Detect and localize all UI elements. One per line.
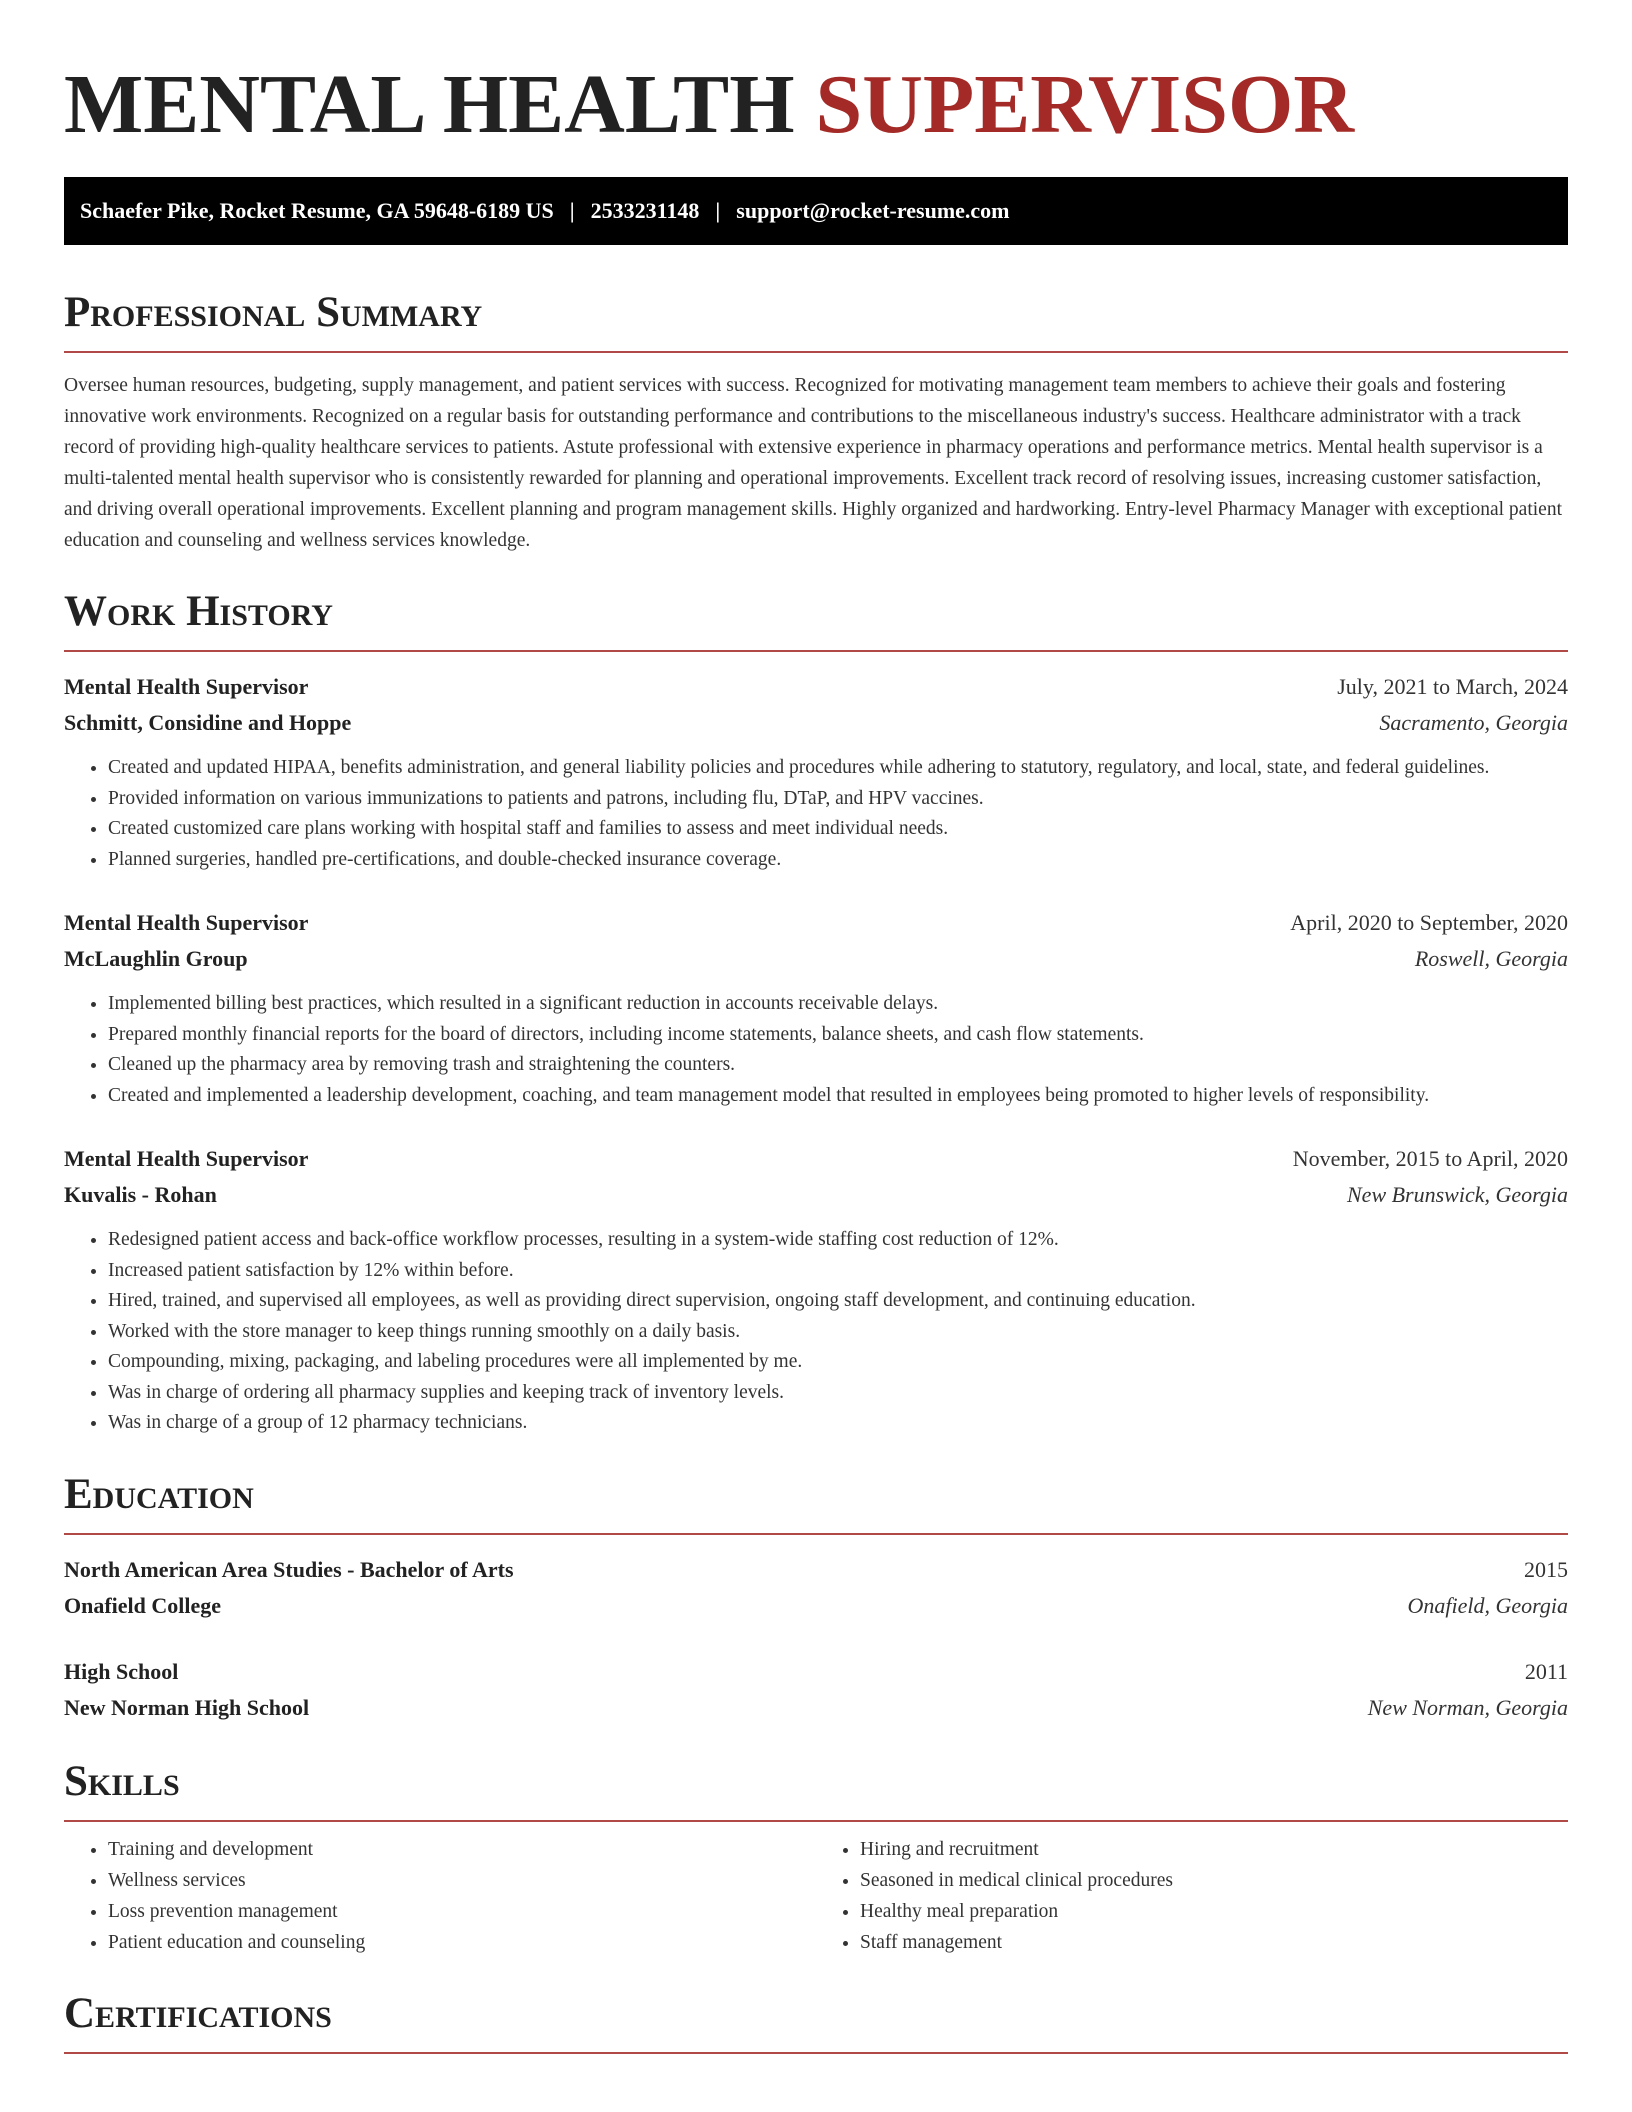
section-divider bbox=[64, 351, 1568, 353]
list-item: • Staff management bbox=[860, 1927, 1568, 1958]
contact-email[interactable]: support@rocket-resume.com bbox=[736, 198, 1010, 223]
education-header bbox=[64, 1552, 1568, 1588]
section-divider bbox=[64, 1533, 1568, 1535]
education-section bbox=[64, 1467, 1568, 1726]
job-bullets bbox=[64, 753, 1568, 875]
job-subheader bbox=[64, 1177, 1568, 1213]
job-entry bbox=[64, 1141, 1568, 1439]
section-divider bbox=[64, 2052, 1568, 2054]
job-location: Sacramento, Georgia bbox=[1379, 710, 1568, 735]
education-subheader bbox=[64, 1690, 1568, 1726]
education-location: New Norman, Georgia bbox=[1367, 1694, 1568, 1720]
job-title: Mental Health Supervisor bbox=[64, 1146, 309, 1171]
contact-separator: | bbox=[715, 198, 721, 223]
list-item: • Increased patient satisfaction by 12% within before. bbox=[108, 1256, 1568, 1287]
title-accent: SUPERVISOR bbox=[815, 58, 1355, 151]
education-year: 2011 bbox=[1524, 1658, 1568, 1684]
job-entry bbox=[64, 905, 1568, 1111]
job-dates: April, 2020 to September, 2020 bbox=[1290, 910, 1568, 935]
job-subheader bbox=[64, 705, 1568, 741]
contact-address: Schaefer Pike, Rocket Resume, GA 59648-6189 US bbox=[80, 198, 554, 223]
education-entry bbox=[64, 1552, 1568, 1624]
skills-section bbox=[64, 1754, 1568, 1958]
education-subheader bbox=[64, 1588, 1568, 1624]
list-item: • Healthy meal preparation bbox=[860, 1896, 1568, 1927]
resume-title bbox=[64, 55, 1568, 155]
education-school: New Norman High School bbox=[64, 1694, 310, 1720]
list-item: • Cleaned up the pharmacy area by removing trash and straightening the counters. bbox=[108, 1050, 1568, 1081]
job-header bbox=[64, 1141, 1568, 1177]
job-bullets bbox=[64, 1225, 1568, 1439]
education-degree: North American Area Studies - Bachelor of Arts bbox=[64, 1556, 514, 1582]
education-heading: Education bbox=[64, 1470, 254, 1518]
skills-grid bbox=[64, 1834, 1568, 1958]
list-item: • Wellness services bbox=[108, 1865, 816, 1896]
section-divider bbox=[64, 1820, 1568, 1822]
list-item: • Prepared monthly financial reports for the board of directors, including income statements, balance sheets, and cash flow statements. bbox=[108, 1020, 1568, 1051]
list-item: • Was in charge of ordering all pharmacy supplies and keeping track of inventory levels. bbox=[108, 1378, 1568, 1409]
education-year: 2015 bbox=[1524, 1556, 1568, 1582]
list-item: • Created and implemented a leadership development, coaching, and team management model that resulted in employees being promoted to higher levels of responsibility. bbox=[108, 1081, 1568, 1112]
education-location: Onafield, Georgia bbox=[1407, 1592, 1568, 1618]
job-entry bbox=[64, 669, 1568, 875]
job-company: Kuvalis - Rohan bbox=[64, 1182, 217, 1207]
certifications-heading: Certifications bbox=[64, 1989, 332, 2037]
contact-separator: | bbox=[569, 198, 575, 223]
list-item: • Was in charge of a group of 12 pharmacy technicians. bbox=[108, 1408, 1568, 1439]
list-item: • Redesigned patient access and back-office workflow processes, resulting in a system-wide staffing cost reduction of 12%. bbox=[108, 1225, 1568, 1256]
work-heading: Work History bbox=[64, 588, 333, 635]
job-title: Mental Health Supervisor bbox=[64, 674, 309, 699]
job-company: Schmitt, Considine and Hoppe bbox=[64, 710, 352, 735]
list-item: • Training and development bbox=[108, 1834, 816, 1865]
certifications-section bbox=[64, 1986, 1568, 2054]
job-header bbox=[64, 669, 1568, 705]
list-item: • Seasoned in medical clinical procedures bbox=[860, 1865, 1568, 1896]
job-subheader bbox=[64, 941, 1568, 977]
education-entry bbox=[64, 1654, 1568, 1726]
title-main: MENTAL HEALTH bbox=[64, 58, 816, 151]
list-item: • Implemented billing best practices, which resulted in a significant reduction in accounts receivable delays. bbox=[108, 989, 1568, 1020]
work-section bbox=[64, 584, 1568, 1439]
summary-text: Oversee human resources, budgeting, supply management, and patient services with success. Recognized for motivating management team members to achieve their goals and fostering innovative work environments. Recognized on a regular basis for outstanding performance and contributions to the miscellaneous industry's success. Healthcare administrator with a track record of providing high-quality healthcare services to patients. Astute professional with extensive experience in pharmacy operations and performance metrics. Mental health supervisor is a multi-talented mental health supervisor who is consistently rewarded for planning and operational improvements. Excellent track record of resolving issues, increasing customer satisfaction, and driving overall operational improvements. Excellent planning and program management skills. Highly organized and hardworking. Entry-level Pharmacy Manager with exceptional patient education and counseling and wellness services knowledge. bbox=[64, 375, 1562, 551]
education-school: Onafield College bbox=[64, 1592, 222, 1618]
job-location: New Brunswick, Georgia bbox=[1347, 1182, 1568, 1207]
skills-heading: Skills bbox=[64, 1757, 180, 1805]
contact-phone: 2533231148 bbox=[590, 198, 700, 223]
job-title: Mental Health Supervisor bbox=[64, 910, 309, 935]
list-item: • Hired, trained, and supervised all employees, as well as providing direct supervision, ongoing staff development, and continuing education. bbox=[108, 1286, 1568, 1317]
job-bullets bbox=[64, 989, 1568, 1111]
list-item: • Created and updated HIPAA, benefits administration, and general liability policies and procedures while adhering to statutory, regulatory, and local, state, and federal guidelines. bbox=[108, 753, 1568, 784]
list-item: • Created customized care plans working with hospital staff and families to assess and meet individual needs. bbox=[108, 814, 1568, 845]
job-dates: July, 2021 to March, 2024 bbox=[1337, 674, 1568, 699]
list-item: • Loss prevention management bbox=[108, 1896, 816, 1927]
list-item: • Patient education and counseling bbox=[108, 1927, 816, 1958]
list-item: • Hiring and recruitment bbox=[860, 1834, 1568, 1865]
education-header bbox=[64, 1654, 1568, 1690]
summary-section bbox=[64, 285, 1568, 556]
summary-heading: Professional Summary bbox=[64, 289, 483, 336]
education-degree: High School bbox=[64, 1658, 179, 1684]
job-location: Roswell, Georgia bbox=[1414, 946, 1568, 971]
skills-list-right bbox=[816, 1834, 1568, 1958]
job-company: McLaughlin Group bbox=[64, 946, 248, 971]
list-item: • Compounding, mixing, packaging, and labeling procedures were all implemented by me. bbox=[108, 1347, 1568, 1378]
section-divider bbox=[64, 650, 1568, 652]
job-header bbox=[64, 905, 1568, 941]
list-item: • Provided information on various immunizations to patients and patrons, including flu, DTaP, and HPV vaccines. bbox=[108, 784, 1568, 815]
contact-bar bbox=[64, 177, 1568, 245]
skills-list-left bbox=[64, 1834, 816, 1958]
list-item: • Planned surgeries, handled pre-certifications, and double-checked insurance coverage. bbox=[108, 845, 1568, 876]
job-dates: November, 2015 to April, 2020 bbox=[1292, 1146, 1568, 1171]
resume-page bbox=[64, 0, 1568, 2054]
list-item: • Worked with the store manager to keep things running smoothly on a daily basis. bbox=[108, 1317, 1568, 1348]
